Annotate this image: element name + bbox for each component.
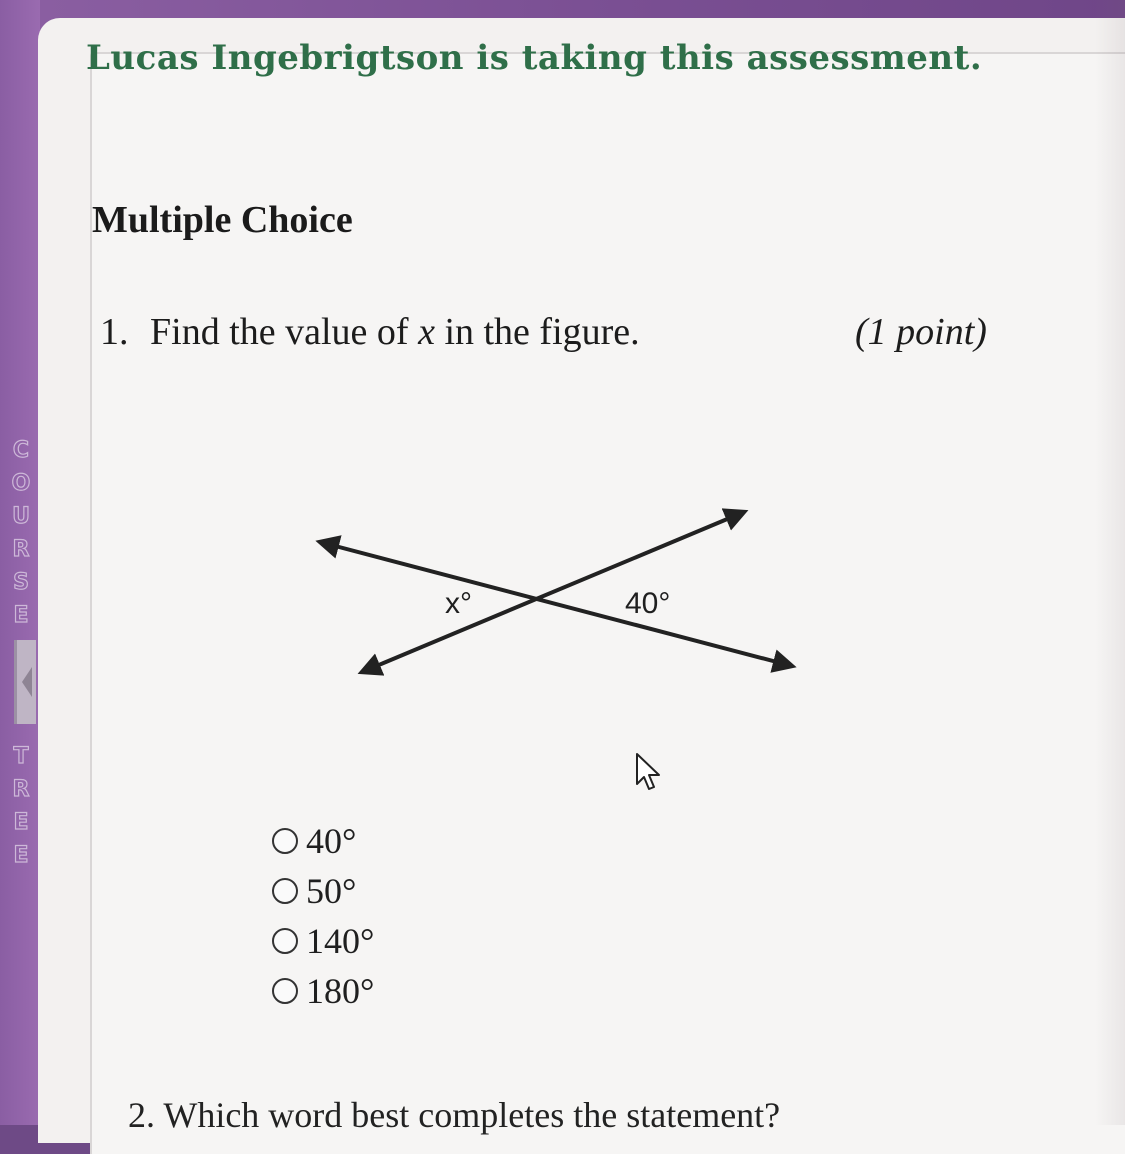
course-letter: S [13,570,29,595]
choice-label: 140° [306,921,375,961]
tree-letter: E [13,843,29,868]
arrow-cursor-icon [634,752,664,792]
course-letter: U [12,504,30,529]
question-number: 1. [100,311,129,353]
choice-option[interactable] [272,916,572,966]
screen-edge-shade [1095,0,1125,1125]
tree-label [6,740,36,872]
angle-x-label: x° [445,587,472,620]
choice-option[interactable] [272,966,572,1016]
choice-option[interactable] [272,866,572,916]
radio-button[interactable] [272,828,298,854]
choice-option[interactable] [272,816,572,866]
course-letter: O [11,471,31,496]
tree-letter: E [13,810,29,835]
tree-letter: T [13,744,29,769]
chevron-left-icon [21,665,33,699]
question-points: (1 point) [855,311,987,353]
radio-button[interactable] [272,878,298,904]
course-letter: R [12,537,30,562]
assessment-notice: Lucas Ingebrigtson is taking this assessment. [86,38,983,78]
course-tree-sidebar[interactable] [0,0,40,1125]
course-label [6,434,36,632]
answer-choices [272,816,572,1016]
question-text-before: Find the value of [150,311,419,353]
course-letter: C [12,438,30,463]
radio-button[interactable] [272,928,298,954]
choice-label: 180° [306,971,375,1011]
section-heading: Multiple Choice [92,199,353,241]
line-two [320,542,792,666]
tree-letter: R [12,777,30,802]
intersecting-lines-figure [300,490,820,690]
choice-label: 40° [306,821,357,861]
angle-given-label: 40° [625,587,671,620]
question-text [150,310,640,354]
radio-button[interactable] [272,978,298,1004]
next-question-text: 2. Which word best completes the statement? [128,1095,781,1135]
sidebar-collapse-handle[interactable] [14,640,36,724]
choice-label: 50° [306,871,357,911]
question-variable: x [418,311,435,353]
course-letter: E [13,603,29,628]
line-one [362,512,744,672]
question-text-after: in the figure. [434,311,640,353]
